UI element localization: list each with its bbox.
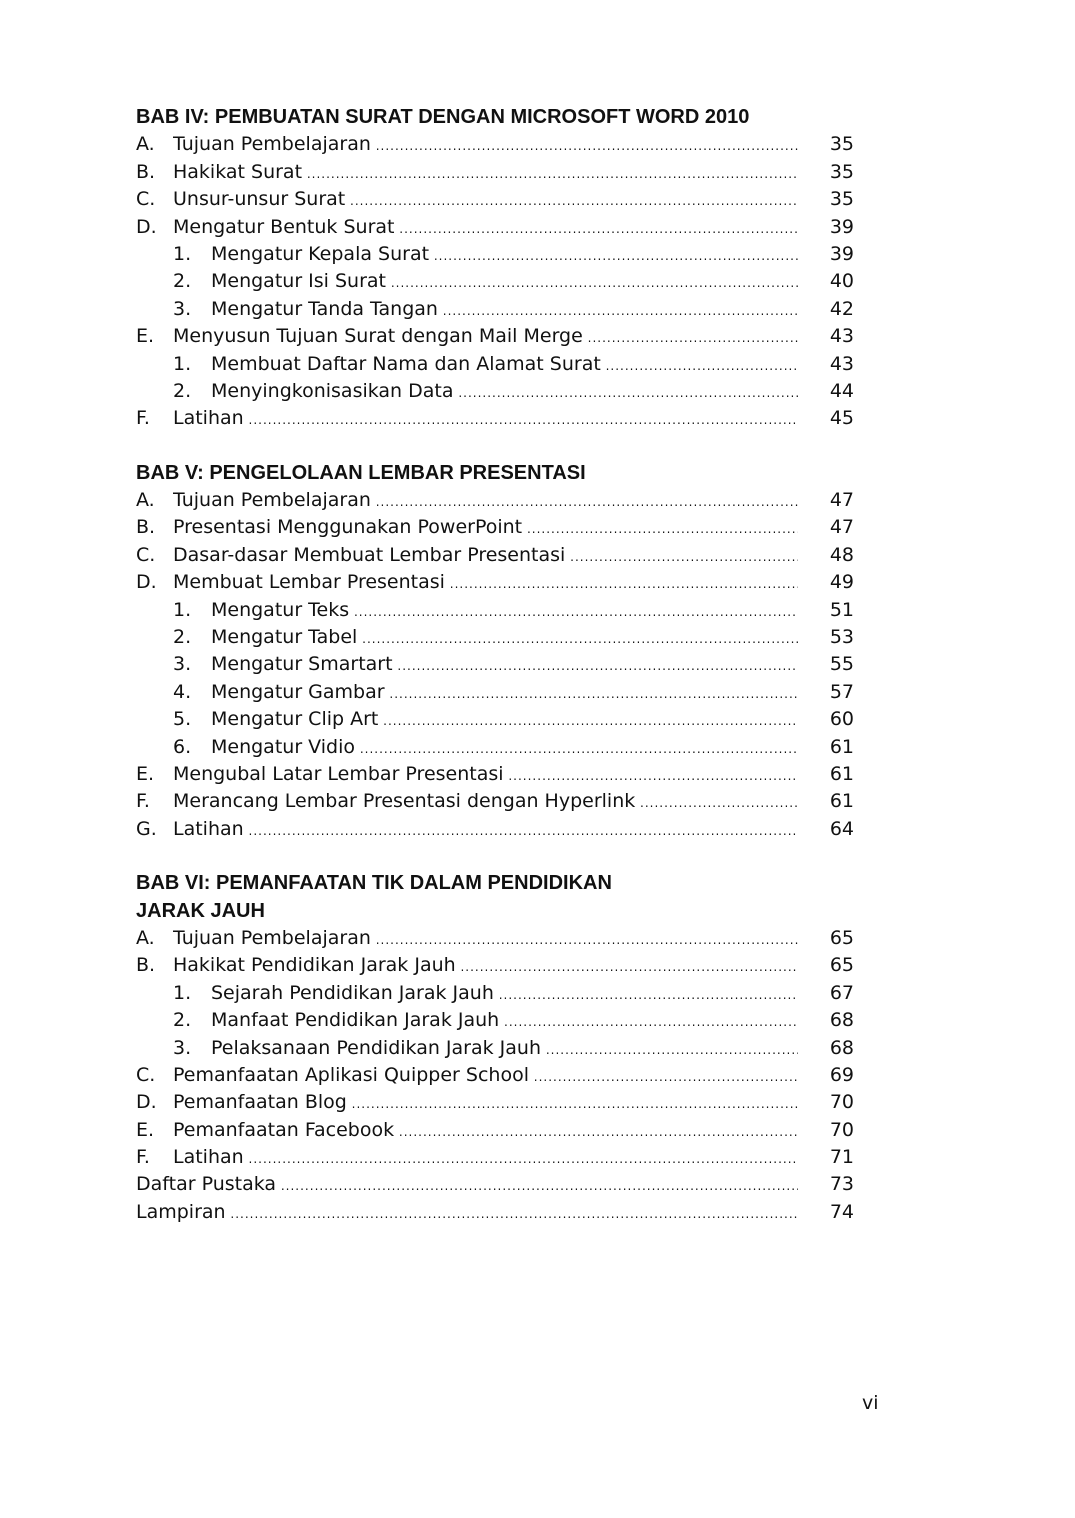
toc-entry[interactable] [136,1144,856,1171]
toc-entry[interactable] [136,1035,856,1062]
entry-page-number: 55 [829,653,854,676]
entry-page-number: 65 [829,954,854,977]
entry-title: Mengatur Gambar ..... [211,679,798,708]
toc-entry[interactable] [136,131,856,158]
toc-entry[interactable] [136,569,856,596]
entry-title: Hakikat Pendidikan Jarak Jauh ..... [173,952,798,981]
toc-entry[interactable] [136,241,856,268]
entry-title: Mengatur Bentuk Surat ..... [173,214,798,243]
entry-title: Latihan ..... [173,405,798,434]
entry-page-number: 67 [829,981,854,1004]
entry-title: Unsur-unsur Surat ..... [173,186,798,215]
entry-page-number: 73 [829,1173,854,1196]
entry-page-number: 61 [829,762,854,785]
entry-marker: E. [136,325,155,348]
entry-page-number: 44 [829,379,854,402]
toc-entry[interactable] [136,1089,856,1116]
entry-title: Latihan ..... [173,1144,798,1173]
entry-marker: F. [136,1146,150,1169]
toc-entry[interactable] [136,351,856,378]
toc-section [136,104,856,433]
entry-page-number: 61 [829,735,854,758]
entry-marker: A. [136,133,155,156]
entry-marker: C. [136,1063,156,1086]
toc-entry[interactable] [136,1117,856,1144]
toc-entry[interactable] [136,323,856,350]
entry-title: Latihan ..... [173,816,798,845]
toc-entry[interactable] [136,706,856,733]
toc-entry[interactable] [136,186,856,213]
entry-marker: B. [136,954,156,977]
toc-entry[interactable] [136,214,856,241]
entry-title: Presentasi Menggunakan PowerPoint ..... [173,514,798,543]
entry-page-number: 60 [829,708,854,731]
toc-entry[interactable] [136,1007,856,1034]
entry-marker: 2. [173,379,192,402]
entry-marker: D. [136,215,157,238]
entry-page-number: 35 [829,160,854,183]
toc-entry[interactable] [136,514,856,541]
entry-page-number: 39 [829,242,854,265]
entry-page-number: 53 [829,626,854,649]
entry-page-number: 43 [829,325,854,348]
entry-title: Mengatur Smartart ..... [211,651,798,680]
toc-entry[interactable] [136,1171,856,1198]
entry-title: Mengatur Tabel ..... [211,624,798,653]
entry-title: Membuat Lembar Presentasi ..... [173,569,798,598]
entry-title: Mengatur Vidio ..... [211,734,798,763]
entry-page-number: 71 [829,1146,854,1169]
entry-title: Hakikat Surat ..... [173,159,798,188]
entry-title: Lampiran ..... [136,1199,798,1228]
entry-page-number: 68 [829,1009,854,1032]
entry-title: Pemanfaatan Blog ..... [173,1089,798,1118]
entry-page-number: 69 [829,1063,854,1086]
entry-page-number: 61 [829,790,854,813]
entry-title: Mengatur Isi Surat ..... [211,268,798,297]
entry-marker: D. [136,1091,157,1114]
toc-entry[interactable] [136,405,856,432]
entry-marker: 3. [173,653,192,676]
toc-entry[interactable] [136,980,856,1007]
toc-entry[interactable] [136,734,856,761]
entry-page-number: 68 [829,1036,854,1059]
entry-marker: 5. [173,708,192,731]
entry-marker: E. [136,762,155,785]
chapter-heading: BAB IV: PEMBUATAN SURAT DENGAN MICROSOFT WORD 2010 [136,106,750,128]
entry-page-number: 70 [829,1118,854,1141]
entry-page-number: 51 [829,598,854,621]
entry-marker: 1. [173,598,192,621]
entry-marker: 1. [173,981,192,1004]
chapter-heading: BAB V: PENGELOLAAN LEMBAR PRESENTASI [136,461,586,484]
toc-section [136,870,856,1226]
toc-entry[interactable] [136,651,856,678]
toc-entry[interactable] [136,1062,856,1089]
toc-entry[interactable] [136,761,856,788]
entry-page-number: 47 [829,489,854,512]
entry-title: Pemanfaatan Aplikasi Quipper School ..... [173,1062,798,1091]
entry-page-number: 40 [829,270,854,293]
entry-marker: 1. [173,242,192,265]
entry-page-number: 49 [829,571,854,594]
entry-page-number: 64 [829,817,854,840]
entry-marker: 4. [173,680,192,703]
chapter-heading: BAB VI: PEMANFAATAN TIK DALAM PENDIDIKAN [136,872,612,895]
page-number: vi [862,1392,879,1414]
entry-page-number: 35 [829,133,854,156]
entry-page-number: 65 [829,926,854,949]
chapter-heading: JARAK JAUH [136,899,265,922]
entry-page-number: 47 [829,516,854,539]
entry-marker: C. [136,188,156,211]
entry-page-number: 42 [829,297,854,320]
toc-entry[interactable] [136,296,856,323]
toc-entry[interactable] [136,597,856,624]
entry-title: Mengatur Teks ..... [211,597,798,626]
entry-marker: 2. [173,626,192,649]
toc-entry[interactable] [136,268,856,295]
toc-entry[interactable] [136,679,856,706]
entry-title: Pemanfaatan Facebook ..... [173,1117,798,1146]
entry-page-number: 48 [829,543,854,566]
entry-marker: B. [136,516,156,539]
entry-title: Mengatur Kepala Surat ..... [211,241,798,270]
entry-title: Sejarah Pendidikan Jarak Jauh ..... [211,980,798,1009]
entry-title: Dasar-dasar Membuat Lembar Presentasi ..... [173,542,798,571]
entry-marker: B. [136,160,156,183]
toc-entry[interactable] [136,624,856,651]
toc-section [136,460,856,843]
entry-title: Menyingkonisasikan Data ..... [211,378,798,407]
entry-page-number: 45 [829,407,854,430]
entry-marker: 6. [173,735,192,758]
entry-marker: 2. [173,1009,192,1032]
table-of-contents [136,104,856,1253]
toc-entry[interactable] [136,925,856,952]
toc-entry[interactable] [136,952,856,979]
entry-title: Mengatur Tanda Tangan ..... [211,296,798,325]
entry-title: Merancang Lembar Presentasi dengan Hyperlink ..... [173,788,798,817]
entry-marker: F. [136,407,150,430]
entry-marker: F. [136,790,150,813]
entry-title: Menyusun Tujuan Surat dengan Mail Merge ..... [173,323,798,352]
entry-title: Pelaksanaan Pendidikan Jarak Jauh ..... [211,1035,798,1064]
entry-marker: D. [136,571,157,594]
toc-entry[interactable] [136,159,856,186]
entry-marker: A. [136,926,155,949]
entry-marker: 3. [173,297,192,320]
entry-page-number: 70 [829,1091,854,1114]
entry-title: Manfaat Pendidikan Jarak Jauh ..... [211,1007,798,1036]
entry-title: Mengatur Clip Art ..... [211,706,798,735]
entry-page-number: 35 [829,188,854,211]
toc-entry[interactable] [136,788,856,815]
entry-page-number: 43 [829,352,854,375]
toc-entry[interactable] [136,816,856,843]
entry-title: Daftar Pustaka ..... [136,1171,798,1200]
entry-title: Membuat Daftar Nama dan Alamat Surat ..... [211,351,798,380]
entry-marker: G. [136,817,157,840]
toc-entry[interactable] [136,1199,856,1226]
toc-entry[interactable] [136,378,856,405]
entry-page-number: 74 [829,1200,854,1223]
entry-title: Tujuan Pembelajaran ..... [173,487,798,516]
toc-entry[interactable] [136,542,856,569]
entry-title: Tujuan Pembelajaran ..... [173,131,798,160]
entry-marker: A. [136,489,155,512]
entry-page-number: 57 [829,680,854,703]
entry-marker: C. [136,543,156,566]
entry-title: Tujuan Pembelajaran ..... [173,925,798,954]
entry-marker: 2. [173,270,192,293]
entry-marker: E. [136,1118,155,1141]
entry-marker: 1. [173,352,192,375]
toc-entry[interactable] [136,487,856,514]
entry-marker: 3. [173,1036,192,1059]
entry-title: Mengubal Latar Lembar Presentasi ..... [173,761,798,790]
entry-page-number: 39 [829,215,854,238]
